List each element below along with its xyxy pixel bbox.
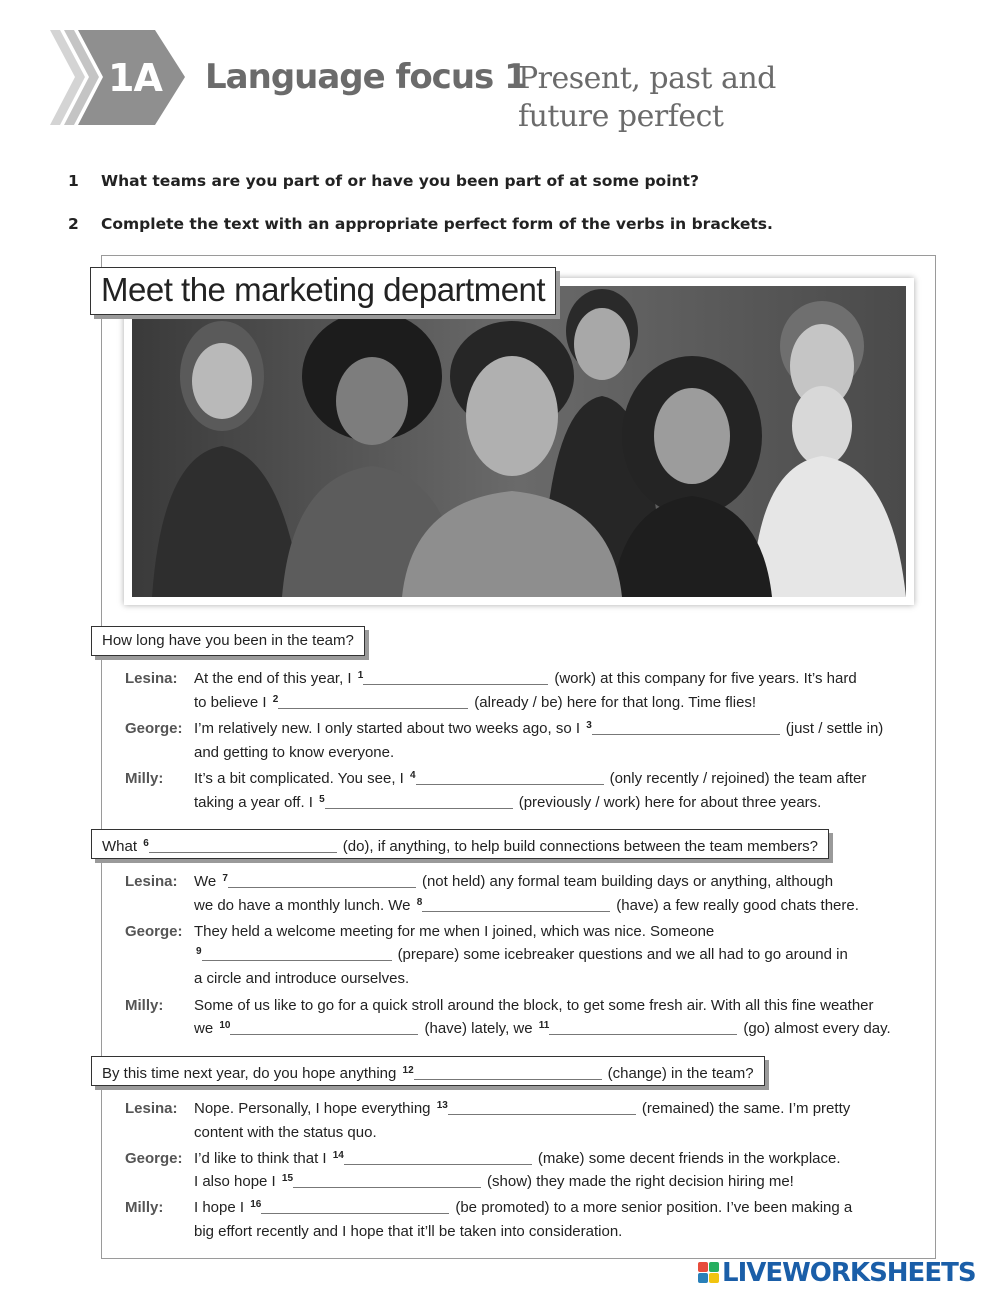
speaker-milly: Milly: xyxy=(125,770,164,787)
gap-6-blank[interactable] xyxy=(149,838,337,853)
text: (previously / work) here for about three years. xyxy=(518,794,822,811)
question-number: 1 xyxy=(68,172,79,190)
unit-badge-label: 1A xyxy=(108,56,162,100)
speaker-milly: Milly: xyxy=(125,1199,164,1216)
gap-10-blank[interactable] xyxy=(230,1020,418,1035)
s3-george-line-1 xyxy=(194,1150,841,1167)
section-1-question: How long have you been in the team? xyxy=(91,626,365,656)
subtitle-line-1: Present, past and xyxy=(518,61,776,96)
text: Nope. Personally, I hope everything xyxy=(194,1100,431,1117)
text: I’d like to think that I xyxy=(194,1150,327,1167)
text: By this time next year, do you hope anything xyxy=(102,1065,397,1082)
text: What xyxy=(102,838,138,855)
s2-lesina-line-2 xyxy=(194,897,859,914)
s1-george-line-2: and getting to know everyone. xyxy=(194,744,395,761)
speaker-lesina: Lesina: xyxy=(125,670,178,687)
liveworksheets-icon xyxy=(698,1262,720,1284)
text: (already / be) here for that long. Time flies! xyxy=(474,694,757,711)
gap-number: 10 xyxy=(219,1020,231,1031)
s1-lesina-line-2 xyxy=(194,694,756,711)
text: I’m relatively new. I only started about two weeks ago, so I xyxy=(194,720,581,737)
article-title: Meet the marketing department xyxy=(90,267,556,315)
text: (just / settle in) xyxy=(785,720,884,737)
gap-number: 6 xyxy=(143,838,149,849)
gap-11-blank[interactable] xyxy=(549,1020,737,1035)
section-2-question xyxy=(91,829,829,859)
gap-15-blank[interactable] xyxy=(293,1173,481,1188)
question-text: What teams are you part of or have you been part of at some point? xyxy=(101,172,699,190)
gap-number: 5 xyxy=(319,794,325,805)
question-number: 2 xyxy=(68,215,79,233)
gap-3-blank[interactable] xyxy=(592,720,780,735)
gap-number: 12 xyxy=(402,1065,414,1076)
gap-number: 1 xyxy=(357,670,364,681)
gap-number: 2 xyxy=(272,694,279,705)
s3-milly-line-1 xyxy=(194,1199,852,1216)
gap-2-blank[interactable] xyxy=(278,694,468,709)
gap-8-blank[interactable] xyxy=(422,897,610,912)
speaker-milly: Milly: xyxy=(125,997,164,1014)
s2-milly-line-1: Some of us like to go for a quick stroll around the block, to get some fresh air. With all this fine weather xyxy=(194,997,874,1014)
text: (remained) the same. I’m pretty xyxy=(641,1100,851,1117)
text: taking a year off. I xyxy=(194,794,313,811)
text: We xyxy=(194,873,217,890)
s1-lesina-line-1 xyxy=(194,670,857,687)
text: I hope I xyxy=(194,1199,245,1216)
s1-george-line-1 xyxy=(194,720,883,737)
text: (have) lately, we xyxy=(424,1020,533,1037)
text: (have) a few really good chats there. xyxy=(616,897,859,914)
gap-4-blank[interactable] xyxy=(416,770,604,785)
s2-george-line-1: They held a welcome meeting for me when I joined, which was nice. Someone xyxy=(194,923,715,940)
gap-14-blank[interactable] xyxy=(344,1150,532,1165)
section-3-question xyxy=(91,1056,765,1086)
text: (make) some decent friends in the workplace. xyxy=(537,1150,841,1167)
page-subtitle xyxy=(518,60,776,136)
gap-number: 3 xyxy=(586,720,592,731)
s1-milly-line-2 xyxy=(194,794,821,811)
page-title: Language focus 1 xyxy=(205,57,527,97)
gap-number: 13 xyxy=(436,1100,448,1111)
team-photo xyxy=(124,278,914,605)
gap-5-blank[interactable] xyxy=(325,794,513,809)
speaker-lesina: Lesina: xyxy=(125,1100,178,1117)
question-1 xyxy=(68,172,699,190)
gap-12-blank[interactable] xyxy=(414,1065,602,1080)
s3-milly-line-2: big effort recently and I hope that it’ll be taken into consideration. xyxy=(194,1223,623,1240)
s2-george-line-3: a circle and introduce ourselves. xyxy=(194,970,410,987)
text: we do have a monthly lunch. We xyxy=(194,897,411,914)
speaker-george: George: xyxy=(125,720,183,737)
question-2 xyxy=(68,215,773,233)
gap-number: 16 xyxy=(250,1199,262,1210)
text: (go) almost every day. xyxy=(743,1020,891,1037)
subtitle-line-2: future perfect xyxy=(518,99,724,134)
gap-number: 9 xyxy=(196,946,202,957)
gap-13-blank[interactable] xyxy=(448,1100,636,1115)
text: I also hope I xyxy=(194,1173,276,1190)
speaker-george: George: xyxy=(125,923,183,940)
text: (do), if anything, to help build connections between the team members? xyxy=(342,838,819,855)
gap-7-blank[interactable] xyxy=(228,873,416,888)
question-text: Complete the text with an appropriate perfect form of the verbs in brackets. xyxy=(101,215,773,233)
s3-george-line-2 xyxy=(194,1173,794,1190)
text: (be promoted) to a more senior position. I’ve been making a xyxy=(455,1199,853,1216)
gap-1-blank[interactable] xyxy=(363,670,548,685)
speaker-george: George: xyxy=(125,1150,183,1167)
text: (prepare) some icebreaker questions and we all had to go around in xyxy=(397,946,848,963)
text: At the end of this year, I xyxy=(194,670,352,687)
gap-number: 4 xyxy=(410,770,416,781)
s2-george-line-2 xyxy=(194,946,848,963)
text: (show) they made the right decision hiring me! xyxy=(487,1173,794,1190)
s2-lesina-line-1 xyxy=(194,873,833,890)
text: (only recently / rejoined) the team after xyxy=(609,770,867,787)
gap-9-blank[interactable] xyxy=(202,946,392,961)
gap-number: 8 xyxy=(416,897,423,908)
text: we xyxy=(194,1020,214,1037)
text: to believe I xyxy=(194,694,267,711)
s3-lesina-line-1 xyxy=(194,1100,850,1117)
text: (not held) any formal team building days or anything, although xyxy=(421,873,834,890)
gap-number: 14 xyxy=(332,1150,344,1161)
gap-number: 15 xyxy=(281,1173,294,1184)
liveworksheets-logo[interactable] xyxy=(698,1258,993,1290)
gap-number: 7 xyxy=(222,873,228,884)
text: It’s a bit complicated. You see, I xyxy=(194,770,404,787)
gap-16-blank[interactable] xyxy=(261,1199,449,1214)
liveworksheets-wordmark: LIVEWORKSHEETS xyxy=(722,1258,976,1288)
s1-milly-line-1 xyxy=(194,770,866,787)
s3-lesina-line-2: content with the status quo. xyxy=(194,1124,377,1141)
s2-milly-line-2 xyxy=(194,1020,891,1037)
speaker-lesina: Lesina: xyxy=(125,873,178,890)
gap-number: 11 xyxy=(538,1020,550,1031)
text: (change) in the team? xyxy=(607,1065,754,1082)
text: (work) at this company for five years. It’s hard xyxy=(554,670,857,687)
